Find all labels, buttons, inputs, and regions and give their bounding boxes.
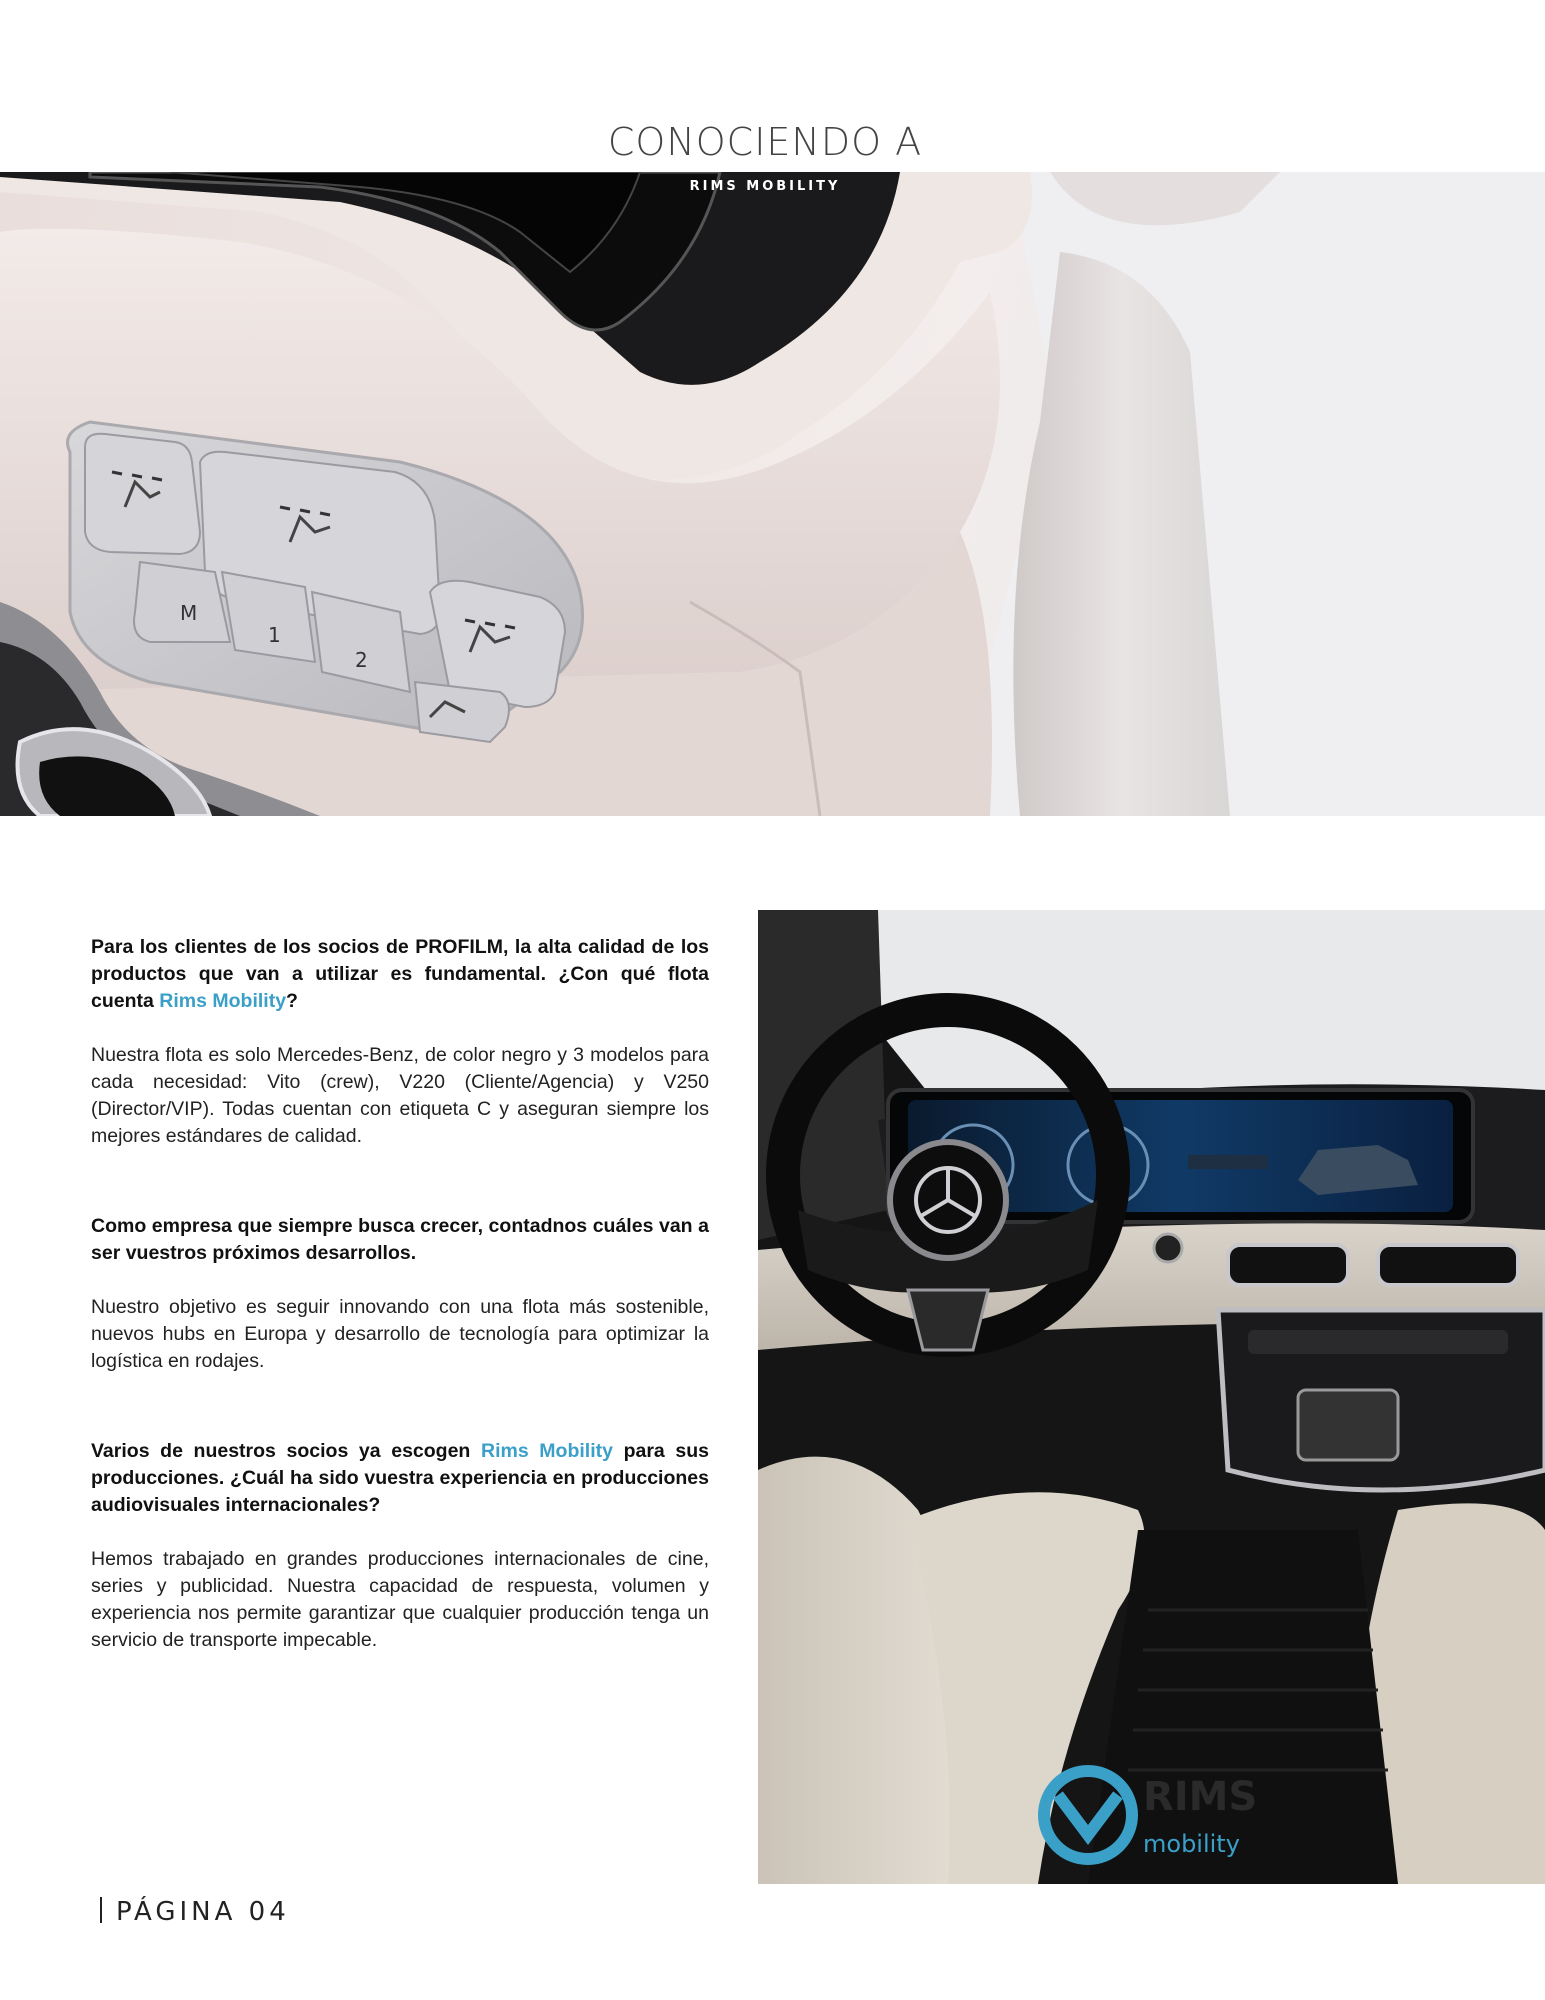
- interview-section-3: [91, 1438, 709, 1654]
- question-1-brand: Rims Mobility: [159, 990, 287, 1012]
- question-2-text: Como empresa que siempre busca crecer, contadnos cuáles van a ser vuestros próximos desarrollos.: [91, 1215, 709, 1264]
- page-title: CONOCIENDO A: [607, 120, 923, 164]
- seat-button-2-label: 2: [355, 648, 368, 672]
- question-1: [91, 934, 709, 1015]
- interior-image-dashboard: [758, 910, 1545, 1884]
- page-subtitle: RIMS MOBILITY: [689, 179, 841, 194]
- page-footer: [100, 1897, 290, 1927]
- footer-divider: [100, 1897, 102, 1923]
- interview-text: [91, 934, 709, 1717]
- question-3-brand: Rims Mobility: [480, 1440, 613, 1462]
- question-3: [91, 1438, 709, 1519]
- answer-2: Nuestro objetivo es seguir innovando con una flota más sostenible, nuevos hubs en Europa y desarrollo de tecnología para optimizar la logística en rodajes.: [91, 1296, 709, 1372]
- hero-image-seat-controls: [0, 172, 1545, 816]
- question-2: [91, 1213, 709, 1267]
- seat-button-1-label: 1: [268, 623, 281, 647]
- logo-text: RIMS: [1143, 1774, 1258, 1820]
- question-1-end: ?: [286, 990, 298, 1012]
- question-1-text: Para los clientes de los socios de PROFILM, la alta calidad de los productos que van a utilizar es fundamental. ¿Con qué flota cuenta: [91, 936, 709, 1012]
- page-number: PÁGINA 04: [116, 1897, 290, 1927]
- question-3-text: Varios de nuestros socios ya escogen: [91, 1440, 481, 1462]
- question-3-end: para sus producciones. ¿Cuál ha sido vuestra experiencia en producciones audiovisuales internacionales?: [91, 1440, 709, 1516]
- answer-3: Hemos trabajado en grandes producciones internacionales de cine, series y publicidad. Nuestra capacidad de respuesta, volumen y experiencia nos permite garantizar que cualquier producción tenga un servicio de transporte impecable.: [91, 1548, 709, 1651]
- logo-subtext: mobility: [1143, 1830, 1240, 1858]
- interview-section-1: [91, 934, 709, 1150]
- seat-button-m-label: M: [180, 601, 198, 625]
- interview-section-2: [91, 1213, 709, 1375]
- answer-1: Nuestra flota es solo Mercedes-Benz, de color negro y 3 modelos para cada necesidad: Vito (crew), V220 (Cliente/Agencia) y V250 (Director/VIP). Todas cuentan con etiqueta C y aseguran siempre los mejores estándares de calidad.: [91, 1044, 709, 1147]
